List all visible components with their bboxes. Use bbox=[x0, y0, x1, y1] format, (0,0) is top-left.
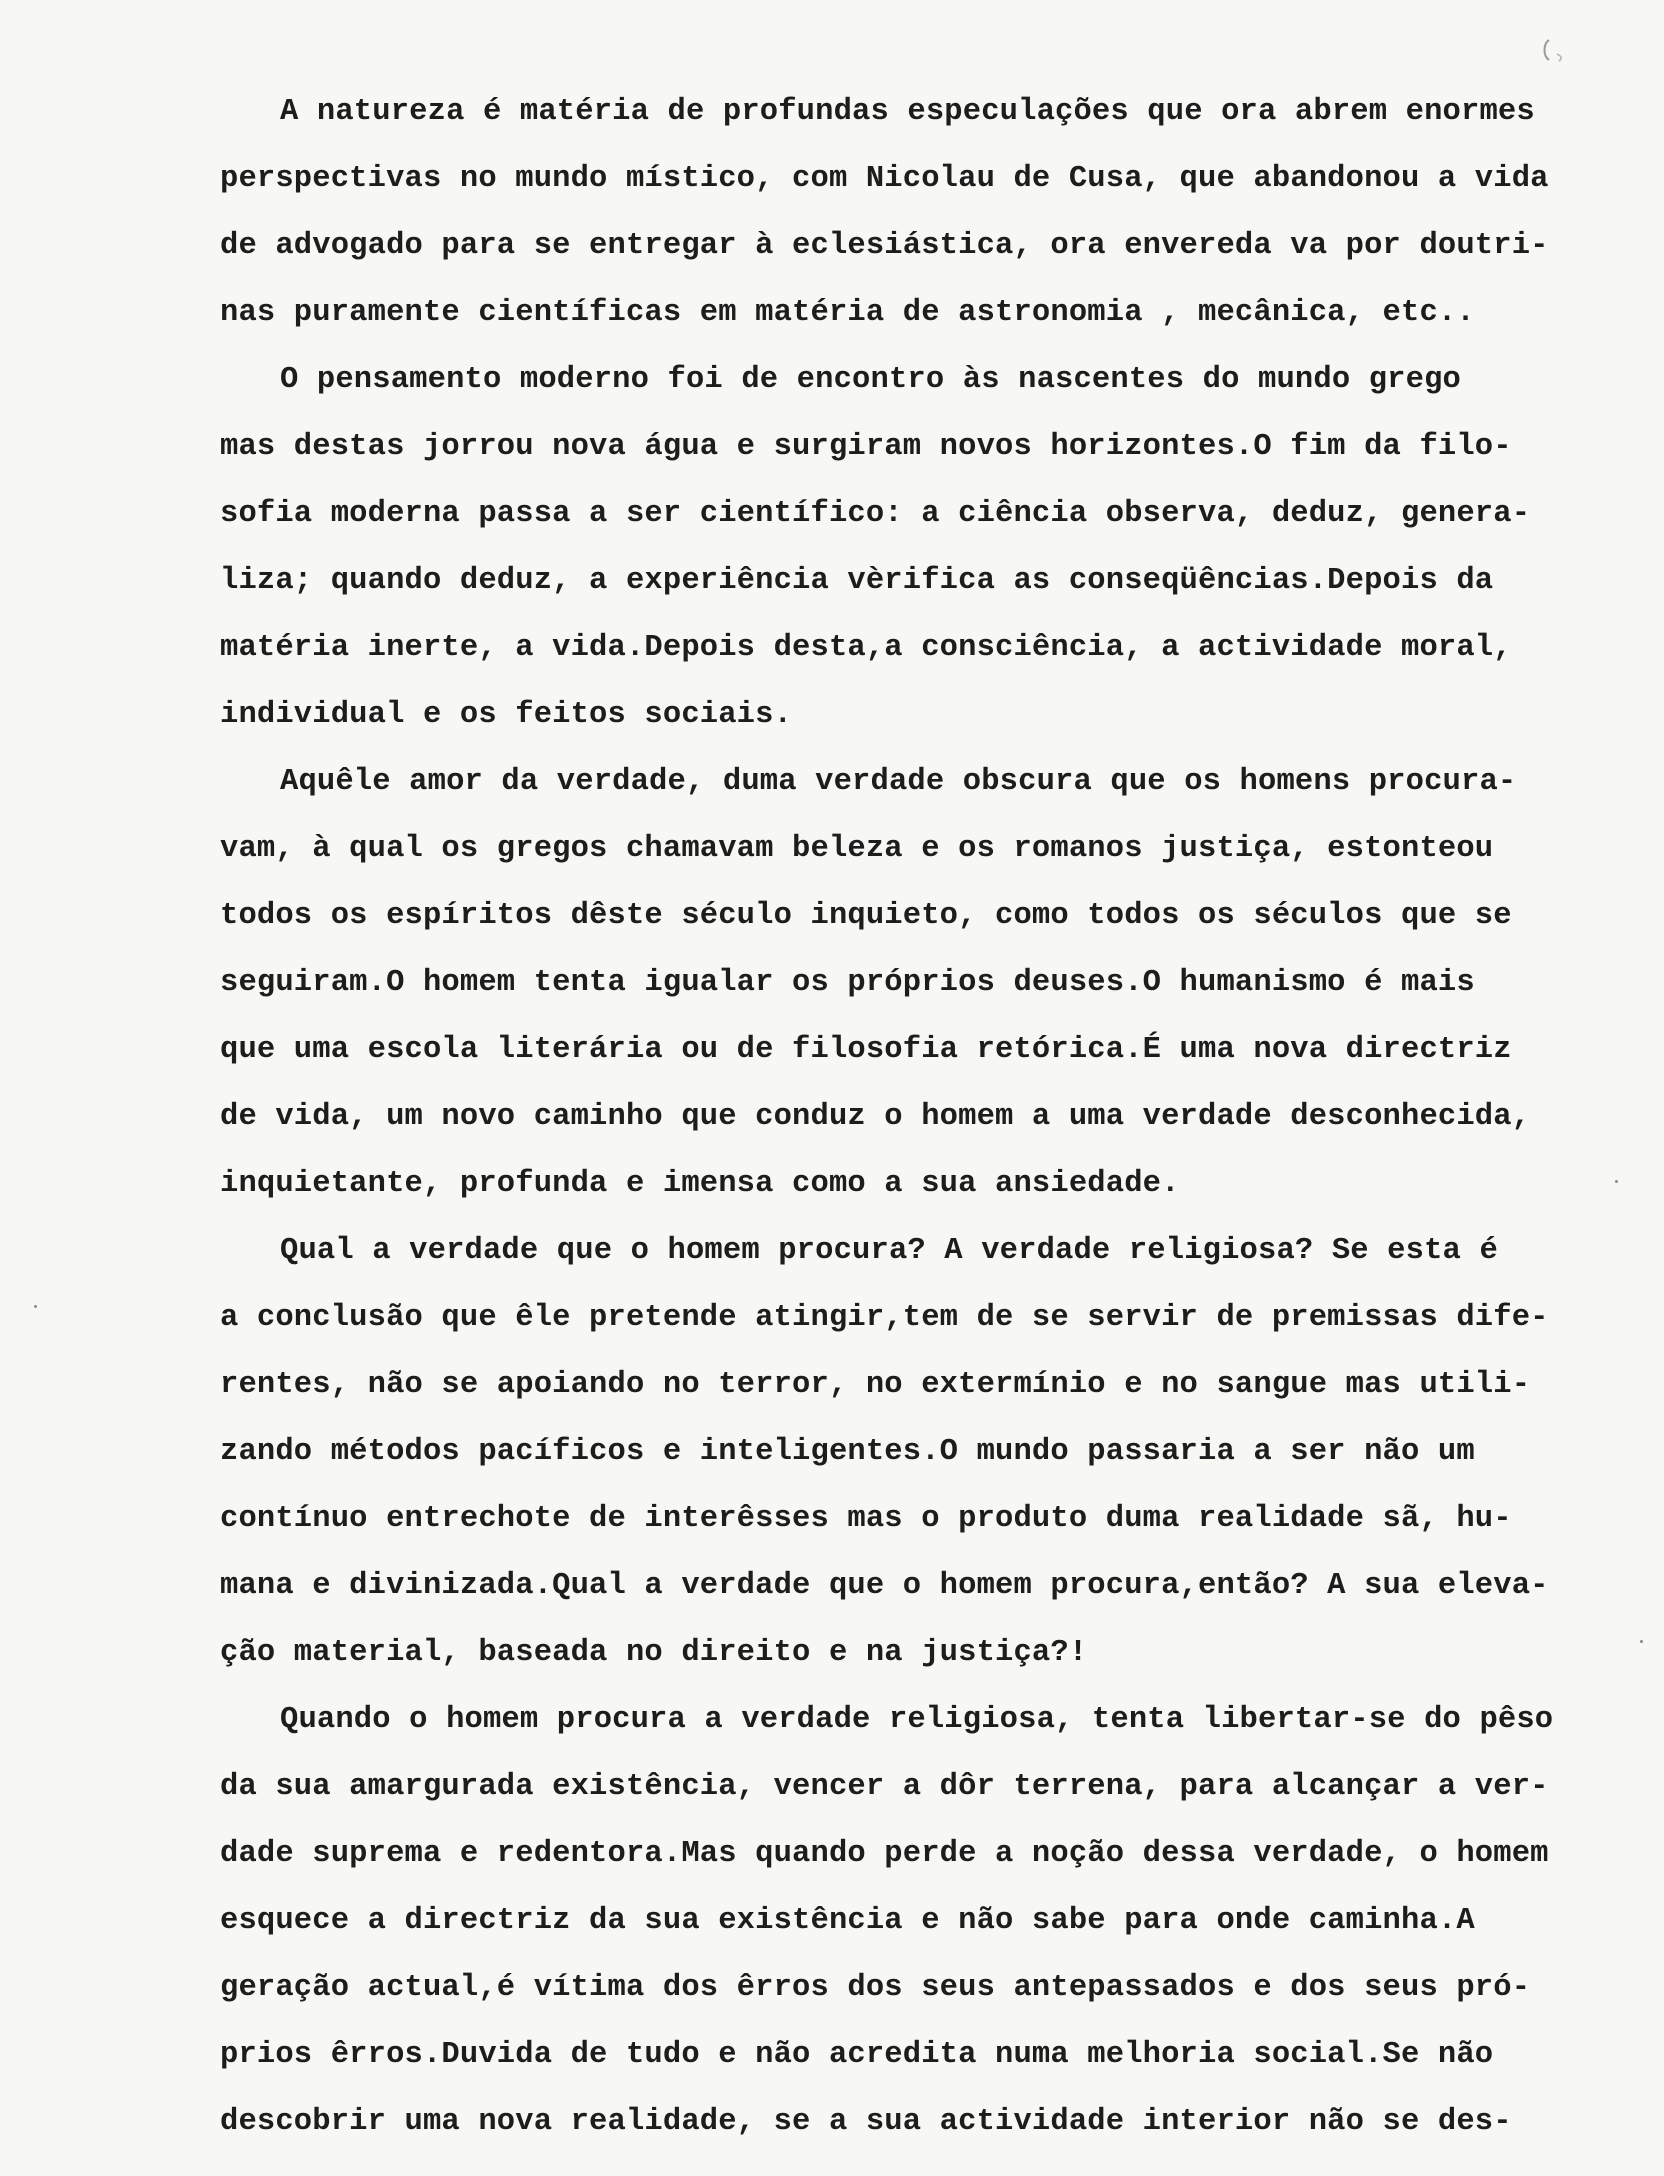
text-line: mas destas jorrou nova água e surgiram novos horizontes.O fim da filo- bbox=[220, 430, 1512, 464]
text-line: geração actual,é vítima dos êrros dos seus antepassados e dos seus pró- bbox=[220, 1971, 1531, 2005]
text-line: ção material, baseada no direito e na justiça?! bbox=[220, 1636, 1088, 1670]
text-line: matéria inerte, a vida.Depois desta,a consciência, a actividade moral, bbox=[220, 631, 1512, 665]
text-line: todos os espíritos dêste século inquieto, como todos os séculos que se bbox=[220, 899, 1512, 933]
text-line: da sua amargurada existência, vencer a dôr terrena, para alcançar a ver- bbox=[220, 1770, 1549, 1804]
text-line: esquece a directriz da sua existência e não sabe para onde caminha.A bbox=[220, 1904, 1475, 1938]
text-line: nas puramente científicas em matéria de astronomia , mecânica, etc.. bbox=[220, 296, 1475, 330]
paper-speck bbox=[1615, 1180, 1618, 1183]
text-line: perspectivas no mundo místico, com Nicolau de Cusa, que abandonou a vida bbox=[220, 162, 1549, 196]
pen-mark-icon bbox=[1535, 34, 1575, 74]
text-line: liza; quando deduz, a experiência vèrifica as conseqüências.Depois da bbox=[220, 564, 1494, 598]
text-line: de vida, um novo caminho que conduz o homem a uma verdade desconhecida, bbox=[220, 1100, 1531, 1134]
text-line: descobrir uma nova realidade, se a sua actividade interior não se des- bbox=[220, 2105, 1512, 2139]
paper-speck bbox=[1640, 1640, 1643, 1643]
text-line: que uma escola literária ou de filosofia retórica.É uma nova directriz bbox=[220, 1033, 1512, 1067]
text-line: inquietante, profunda e imensa como a sua ansiedade. bbox=[220, 1167, 1180, 1201]
text-line: seguiram.O homem tenta igualar os próprios deuses.O humanismo é mais bbox=[220, 966, 1475, 1000]
text-line: prios êrros.Duvida de tudo e não acredita numa melhoria social.Se não bbox=[220, 2038, 1494, 2072]
text-line: contínuo entrechote de interêsses mas o produto duma realidade sã, hu- bbox=[220, 1502, 1512, 1536]
text-line: zando métodos pacíficos e inteligentes.O mundo passaria a ser não um bbox=[220, 1435, 1475, 1469]
text-line: A natureza é matéria de profundas especulações que ora abrem enormes bbox=[280, 95, 1535, 129]
text-line: vam, à qual os gregos chamavam beleza e os romanos justiça, estonteou bbox=[220, 832, 1494, 866]
text-line: dade suprema e redentora.Mas quando perde a noção dessa verdade, o homem bbox=[220, 1837, 1549, 1871]
text-line: individual e os feitos sociais. bbox=[220, 698, 793, 732]
text-line: Qual a verdade que o homem procura? A verdade religiosa? Se esta é bbox=[280, 1234, 1498, 1268]
text-line: a conclusão que êle pretende atingir,tem de se servir de premissas dife- bbox=[220, 1301, 1549, 1335]
text-line: Quando o homem procura a verdade religiosa, tenta libertar-se do pêso bbox=[280, 1703, 1554, 1737]
text-line: O pensamento moderno foi de encontro às nascentes do mundo grego bbox=[280, 363, 1461, 397]
text-line: Aquêle amor da verdade, duma verdade obscura que os homens procura- bbox=[280, 765, 1517, 799]
text-line: de advogado para se entregar à eclesiástica, ora envereda va por doutri- bbox=[220, 229, 1549, 263]
paper-speck bbox=[34, 1305, 37, 1308]
text-line: rentes, não se apoiando no terror, no extermínio e no sangue mas utili- bbox=[220, 1368, 1531, 1402]
text-line: sofia moderna passa a ser científico: a ciência observa, deduz, genera- bbox=[220, 497, 1531, 531]
text-line: mana e divinizada.Qual a verdade que o homem procura,então? A sua eleva- bbox=[220, 1569, 1549, 1603]
